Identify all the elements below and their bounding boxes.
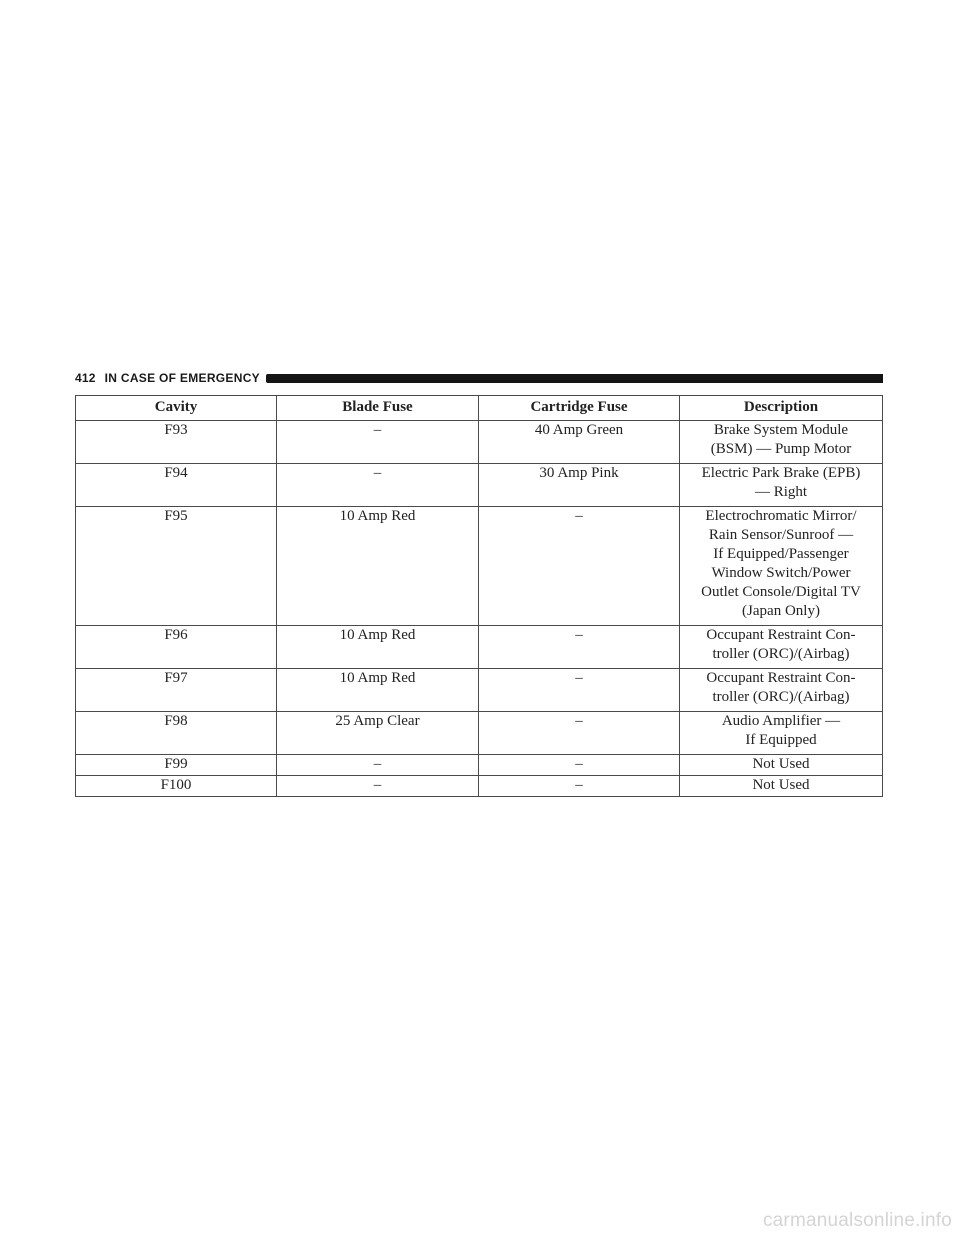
cell-cartridge-fuse: – bbox=[479, 669, 680, 712]
cell-description: Not Used bbox=[680, 776, 883, 797]
cell-description: Not Used bbox=[680, 755, 883, 776]
column-header-description: Description bbox=[680, 396, 883, 421]
table-row bbox=[76, 669, 883, 712]
table-row bbox=[76, 712, 883, 755]
cell-cartridge-fuse: 30 Amp Pink bbox=[479, 464, 680, 507]
column-header-cartridge-fuse: Cartridge Fuse bbox=[479, 396, 680, 421]
cell-description: Audio Amplifier — If Equipped bbox=[680, 712, 883, 755]
page-number: 412 bbox=[75, 371, 96, 385]
cell-description: Brake System Module (BSM) — Pump Motor bbox=[680, 421, 883, 464]
cell-description: Electric Park Brake (EPB) — Right bbox=[680, 464, 883, 507]
table-row bbox=[76, 421, 883, 464]
table-row bbox=[76, 464, 883, 507]
watermark-link[interactable]: carmanualsonline.info bbox=[762, 1210, 952, 1231]
cell-cartridge-fuse: 40 Amp Green bbox=[479, 421, 680, 464]
cell-cavity: F98 bbox=[76, 712, 277, 755]
cell-description: Occupant Restraint Con- troller (ORC)/(Airbag) bbox=[680, 669, 883, 712]
cell-cartridge-fuse: – bbox=[479, 507, 680, 626]
cell-blade-fuse: – bbox=[277, 464, 479, 507]
table-header-row bbox=[76, 396, 883, 421]
cell-description: Electrochromatic Mirror/ Rain Sensor/Sunroof — If Equipped/Passenger Window Switch/Power Outlet Console/Digital TV (Japan Only) bbox=[680, 507, 883, 626]
cell-cartridge-fuse: – bbox=[479, 776, 680, 797]
table-row bbox=[76, 755, 883, 776]
column-header-cavity: Cavity bbox=[76, 396, 277, 421]
cell-cavity: F94 bbox=[76, 464, 277, 507]
cell-cartridge-fuse: – bbox=[479, 626, 680, 669]
cell-cartridge-fuse: – bbox=[479, 712, 680, 755]
column-header-blade-fuse: Blade Fuse bbox=[277, 396, 479, 421]
cell-blade-fuse: 25 Amp Clear bbox=[277, 712, 479, 755]
cell-cavity: F93 bbox=[76, 421, 277, 464]
cell-cavity: F99 bbox=[76, 755, 277, 776]
cell-blade-fuse: – bbox=[277, 776, 479, 797]
cell-description: Occupant Restraint Con- troller (ORC)/(Airbag) bbox=[680, 626, 883, 669]
cell-blade-fuse: 10 Amp Red bbox=[277, 669, 479, 712]
cell-blade-fuse: – bbox=[277, 755, 479, 776]
cell-cavity: F95 bbox=[76, 507, 277, 626]
cell-blade-fuse: – bbox=[277, 421, 479, 464]
cell-blade-fuse: 10 Amp Red bbox=[277, 626, 479, 669]
cell-blade-fuse: 10 Amp Red bbox=[277, 507, 479, 626]
header-rule bbox=[266, 374, 883, 383]
section-title: IN CASE OF EMERGENCY bbox=[104, 371, 260, 385]
table-row bbox=[76, 626, 883, 669]
table-row bbox=[76, 776, 883, 797]
cell-cartridge-fuse: – bbox=[479, 755, 680, 776]
cell-cavity: F96 bbox=[76, 626, 277, 669]
fuse-table bbox=[75, 395, 883, 797]
table-row bbox=[76, 507, 883, 626]
page-header bbox=[75, 369, 883, 387]
cell-cavity: F100 bbox=[76, 776, 277, 797]
cell-cavity: F97 bbox=[76, 669, 277, 712]
